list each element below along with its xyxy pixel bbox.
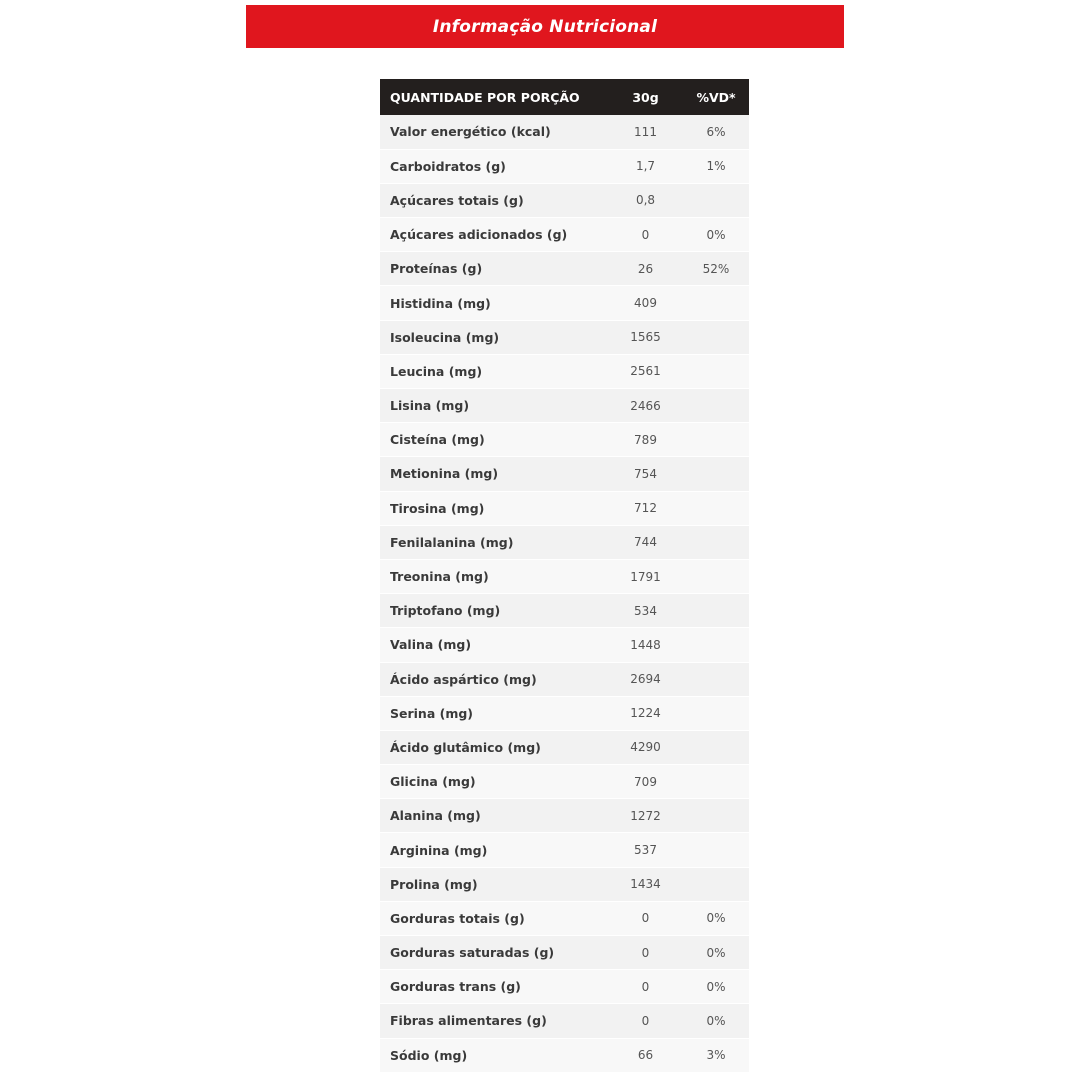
- table-row: [380, 252, 749, 286]
- table-row: [380, 286, 749, 320]
- header-daily-value: %VD*: [696, 89, 736, 105]
- nutrient-name: Triptofano (mg): [380, 594, 608, 628]
- nutrient-name: Proteínas (g): [380, 252, 608, 286]
- table-row: [380, 970, 749, 1004]
- nutrient-amount: 1791: [608, 559, 683, 593]
- nutrient-daily-value: [683, 286, 749, 320]
- nutrient-amount: 1272: [608, 799, 683, 833]
- nutrient-amount: 1448: [608, 628, 683, 662]
- nutrient-amount: 1224: [608, 696, 683, 730]
- table-row: [380, 354, 749, 388]
- nutrient-daily-value: [683, 320, 749, 354]
- table-row: [380, 491, 749, 525]
- table-row: [380, 1004, 749, 1038]
- nutrient-daily-value: [683, 662, 749, 696]
- nutrient-name: Ácido glutâmico (mg): [380, 730, 608, 764]
- nutrient-daily-value: [683, 183, 749, 217]
- nutrient-amount: 0: [608, 970, 683, 1004]
- nutrient-amount: 2561: [608, 354, 683, 388]
- nutrient-name: Carboidratos (g): [380, 149, 608, 183]
- table-row: [380, 218, 749, 252]
- nutrient-daily-value: [683, 833, 749, 867]
- table-row: [380, 525, 749, 559]
- nutrient-daily-value: [683, 799, 749, 833]
- nutrient-name: Leucina (mg): [380, 354, 608, 388]
- nutrient-name: Açúcares adicionados (g): [380, 218, 608, 252]
- header-serving-size: 30g: [632, 89, 659, 105]
- table-row: [380, 149, 749, 183]
- nutrient-name: Glicina (mg): [380, 765, 608, 799]
- nutrient-amount: 1565: [608, 320, 683, 354]
- nutrient-name: Fibras alimentares (g): [380, 1004, 608, 1038]
- table-row: [380, 559, 749, 593]
- nutrition-banner: [246, 5, 844, 48]
- nutrient-amount: 0: [608, 1004, 683, 1038]
- nutrient-daily-value: [683, 765, 749, 799]
- nutrient-daily-value: [683, 491, 749, 525]
- nutrient-amount: 26: [608, 252, 683, 286]
- nutrient-daily-value: [683, 354, 749, 388]
- nutrient-name: Valina (mg): [380, 628, 608, 662]
- table-row: [380, 833, 749, 867]
- nutrient-name: Fenilalanina (mg): [380, 525, 608, 559]
- nutrient-name: Gorduras totais (g): [380, 901, 608, 935]
- nutrient-amount: 1434: [608, 867, 683, 901]
- nutrient-name: Açúcares totais (g): [380, 183, 608, 217]
- banner-title: Informação Nutricional: [432, 16, 658, 37]
- nutrient-amount: 2466: [608, 389, 683, 423]
- nutrient-name: Ácido aspártico (mg): [380, 662, 608, 696]
- nutrient-name: Cisteína (mg): [380, 423, 608, 457]
- table-row: [380, 936, 749, 970]
- table-row: [380, 799, 749, 833]
- table-row: [380, 115, 749, 149]
- nutrient-name: Tirosina (mg): [380, 491, 608, 525]
- header-serving-label: QUANTIDADE POR PORÇÃO: [390, 89, 580, 105]
- nutrient-name: Lisina (mg): [380, 389, 608, 423]
- table-row: [380, 765, 749, 799]
- nutrient-amount: 537: [608, 833, 683, 867]
- nutrient-name: Treonina (mg): [380, 559, 608, 593]
- table-row: [380, 867, 749, 901]
- table-row: [380, 423, 749, 457]
- nutrient-name: Prolina (mg): [380, 867, 608, 901]
- nutrient-amount: 712: [608, 491, 683, 525]
- nutrient-amount: 534: [608, 594, 683, 628]
- nutrient-amount: 66: [608, 1038, 683, 1072]
- table-row: [380, 1038, 749, 1072]
- table-row: [380, 389, 749, 423]
- nutrient-amount: 789: [608, 423, 683, 457]
- nutrient-name: Serina (mg): [380, 696, 608, 730]
- nutrient-daily-value: 0%: [683, 218, 749, 252]
- nutrient-amount: 0: [608, 936, 683, 970]
- nutrient-daily-value: [683, 628, 749, 662]
- nutrient-daily-value: 0%: [683, 970, 749, 1004]
- table-row: [380, 730, 749, 764]
- nutrient-daily-value: 1%: [683, 149, 749, 183]
- nutrient-amount: 409: [608, 286, 683, 320]
- nutrient-name: Gorduras saturadas (g): [380, 936, 608, 970]
- nutrient-amount: 754: [608, 457, 683, 491]
- nutrient-amount: 0,8: [608, 183, 683, 217]
- nutrient-amount: 4290: [608, 730, 683, 764]
- table-row: [380, 696, 749, 730]
- nutrient-daily-value: 3%: [683, 1038, 749, 1072]
- table-row: [380, 662, 749, 696]
- nutrient-name: Gorduras trans (g): [380, 970, 608, 1004]
- nutrient-daily-value: 0%: [683, 936, 749, 970]
- nutrient-amount: 0: [608, 218, 683, 252]
- table-row: [380, 628, 749, 662]
- nutrient-daily-value: [683, 389, 749, 423]
- nutrient-name: Valor energético (kcal): [380, 115, 608, 149]
- nutrient-amount: 1,7: [608, 149, 683, 183]
- nutrition-table-container: [380, 79, 749, 1073]
- nutrient-name: Histidina (mg): [380, 286, 608, 320]
- nutrient-daily-value: 52%: [683, 252, 749, 286]
- nutrition-table: [380, 79, 749, 1073]
- nutrient-daily-value: 6%: [683, 115, 749, 149]
- nutrient-name: Sódio (mg): [380, 1038, 608, 1072]
- table-row: [380, 901, 749, 935]
- table-row: [380, 457, 749, 491]
- nutrient-daily-value: [683, 457, 749, 491]
- nutrient-daily-value: [683, 730, 749, 764]
- nutrient-name: Isoleucina (mg): [380, 320, 608, 354]
- table-header-row: [380, 79, 749, 115]
- nutrient-daily-value: [683, 525, 749, 559]
- nutrient-daily-value: 0%: [683, 901, 749, 935]
- nutrient-amount: 709: [608, 765, 683, 799]
- nutrient-name: Arginina (mg): [380, 833, 608, 867]
- nutrient-daily-value: [683, 696, 749, 730]
- table-row: [380, 183, 749, 217]
- nutrient-daily-value: [683, 423, 749, 457]
- nutrient-daily-value: [683, 594, 749, 628]
- table-body: [380, 115, 749, 1072]
- nutrient-name: Alanina (mg): [380, 799, 608, 833]
- nutrient-amount: 111: [608, 115, 683, 149]
- nutrient-name: Metionina (mg): [380, 457, 608, 491]
- nutrient-amount: 2694: [608, 662, 683, 696]
- nutrient-amount: 0: [608, 901, 683, 935]
- table-row: [380, 594, 749, 628]
- nutrient-daily-value: [683, 867, 749, 901]
- nutrient-daily-value: [683, 559, 749, 593]
- nutrient-daily-value: 0%: [683, 1004, 749, 1038]
- table-row: [380, 320, 749, 354]
- nutrient-amount: 744: [608, 525, 683, 559]
